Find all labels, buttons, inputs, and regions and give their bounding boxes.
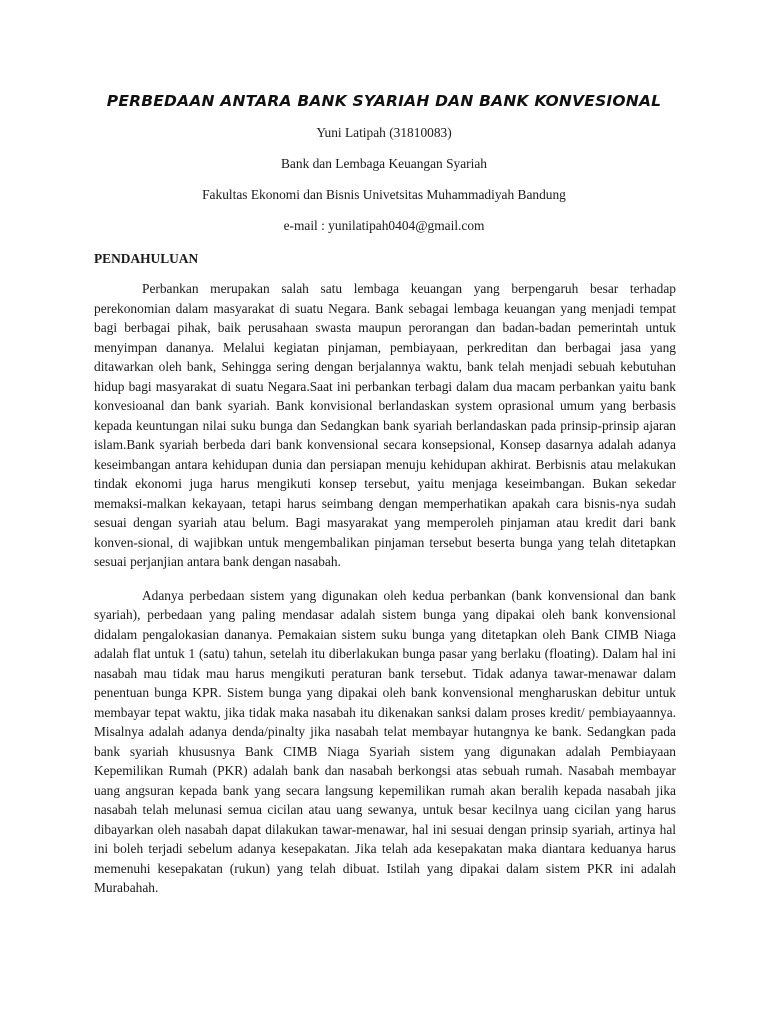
document-title: PERBEDAAN ANTARA BANK SYARIAH DAN BANK KONVESIONAL [106,92,662,110]
email-line: e-mail : yunilatipah0404@gmail.com [283,218,485,233]
faculty-line: Fakultas Ekonomi dan Bisnis Univetsitas Muhammadiyah Bandung [202,187,566,202]
section-heading: PENDAHULUAN [94,251,199,266]
paragraph-1: Perbankan merupakan salah satu lembaga keuangan yang berpengaruh besar terhadap perekonomian dalam masyarakat di suatu Negara. Bank sebagai lembaga keuangan yang menjadi tempat bagi berbagai pihak, baik perusahaan swasta maupun perorangan dan badan-badan pemerintah untuk menyimpan dananya. Melalui kegiatan pinjaman, pembiayaan, perkreditan dan berbagai jasa yang ditawarkan oleh bank, Sehingga sering dengan berjalannya waktu, bank telah menjadi sebuah kebutuhan hidup bagi masyarakat di suatu Negara.Saat ini perbankan terbagi dalam dua macam perbankan yaitu bank konvesioanal dan bank syariah. Bank konvisional berlandaskan system oprasional umum yang berbasis kepada keuntungan nilai suku bunga dan Sedangkan bank syariah berlandaskan pada prinsip-prinsip ajaran islam.Bank syariah berbeda dari bank konvensional secara konsepsional, Konsep dasarnya adalah adanya keseimbangan antara kehidupan dunia dan persiapan menuju kehidupan akhirat. Berbisnis atau melakukan tindak ekonomi juga harus mengikuti konsep tersebut, yaitu menjaga keseimbangan. Bukan sekedar memaksi-malkan kekayaan, tetapi harus seimbang dengan memperhatikan apakah cara bisnis-nya sudah sesuai dengan syariah atau belum. Bagi masyarakat yang memperoleh pinjaman atau kredit dari bank konven-sional, di wajibkan untuk mengembalikan pinjaman tersebut beserta bunga yang telah ditetapkan sesuai perjanjian antara bank dengan nasabah. [94,281,676,569]
paragraph-2: Adanya perbedaan sistem yang digunakan oleh kedua perbankan (bank konvensional dan bank syariah), perbedaan yang paling mendasar adalah sistem bunga yang dipakai oleh bank konvensional didalam pengalokasian dananya. Pemakaian sistem suku bunga yang ditetapkan oleh Bank CIMB Niaga adalah flat untuk 1 (satu) tahun, setelah itu diberlakukan bunga pasar yang berlaku (floating). Dalam hal ini nasabah mau tidak mau harus mengikuti peraturan bank tersebut. Tidak adanya tawar-menawar dalam penentuan bunga KPR. Sistem bunga yang dipakai oleh bank konvensional mengharuskan debitur untuk membayar tepat waktu, jika tidak maka nasabah itu dikenakan sanksi dalam proses kredit/ pembiayaannya. Misalnya adalah adanya denda/pinalty jika nasabah telat membayar hutangnya ke bank. Sedangkan pada bank syariah khususnya Bank CIMB Niaga Syariah sistem yang digunakan adalah Pembiayaan Kepemilikan Rumah (PKR) adalah bank dan nasabah berkongsi atas sebuah rumah. Nasabah membayar uang angsuran kepada bank yang secara langsung kepemilikan rumah akan beralih kepada nasabah jika nasabah telah melunasi semua cicilan atau uang sewanya, untuk besar kecilnya uang cicilan yang harus dibayarkan oleh nasabah dapat dilakukan tawar-menawar, hal ini sesuai dengan prinsip syariah, artinya hal ini boleh terjadi sebelum adanya kesepakatan. Jika telah ada kesepakatan maka diantara keduanya harus memenuhi kesepakatan (rukun) yang telah dibuat. Istilah yang dipakai dalam sistem PKR ini adalah Murabahah. [94,587,676,895]
program-line: Bank dan Lembaga Keuangan Syariah [281,156,487,171]
author-line: Yuni Latipah (31810083) [316,125,452,140]
